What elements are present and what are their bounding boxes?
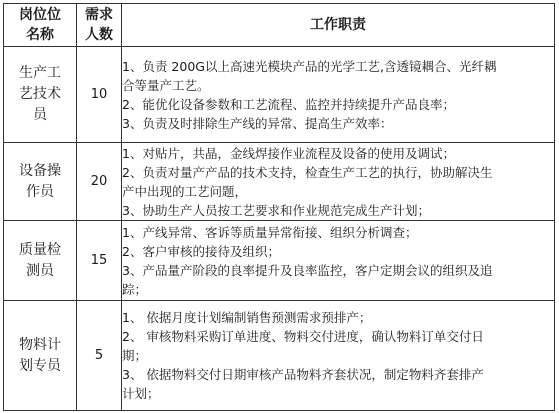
duty-line: 产中出现的工艺问题， <box>122 183 248 199</box>
duty-cell <box>122 143 555 221</box>
table-row <box>4 221 555 301</box>
count-cell: 15 <box>77 221 122 301</box>
duty-line: 计划； <box>122 386 160 401</box>
header-count <box>77 4 122 47</box>
position-line: 质量检 <box>19 241 61 258</box>
count-cell: 5 <box>77 301 122 411</box>
count-cell: 10 <box>77 47 122 143</box>
duty-line: 1、产线异常、客诉等质量异常衔接、组织分析调查； <box>122 224 418 240</box>
duty-line: 3、 依据物料交付日期审核产品物料齐套状况，制定物料齐套排产 <box>122 367 484 382</box>
position-line: 作员 <box>26 183 54 200</box>
position-line: 员 <box>33 107 47 123</box>
position-line: 生产工 <box>19 65 61 81</box>
position-line: 划专员 <box>19 357 61 374</box>
duty-line: 2、能优化设备参数和工艺流程、监控并持续提升产品良率； <box>122 96 455 112</box>
table-row <box>4 301 555 411</box>
table-row <box>4 47 555 143</box>
duty-line: 3、协助生产人员按工艺要求和作业规范完成生产计划； <box>122 202 430 218</box>
header-count-line: 人数 <box>85 27 113 43</box>
duty-cell <box>122 221 555 301</box>
duty-line: 2、负责对量产产品的技术支持，检查生产工艺的执行，协助解决生 <box>122 164 493 180</box>
duty-line: 1、对贴片，共晶，金线焊接作业流程及设备的使用及调试； <box>122 145 455 161</box>
position-line: 设备操 <box>19 162 61 179</box>
position-cell <box>4 143 77 221</box>
header-position-line: 岗位位 <box>19 7 61 23</box>
duty-line: 2、客户审核的接待及组织； <box>122 243 280 259</box>
position-line: 艺技术 <box>19 86 61 102</box>
duty-line: 3、负责及时排除生产线的异常、提高生产效率： <box>122 115 393 131</box>
table-row <box>4 143 555 221</box>
header-position <box>4 4 77 47</box>
position-cell <box>4 301 77 411</box>
duty-line: 合等量产工艺。 <box>122 77 210 93</box>
header-duty: 工作职责 <box>122 4 555 47</box>
duty-cell <box>122 47 555 143</box>
position-cell <box>4 47 77 143</box>
duty-line: 3、产品量产阶段的良率提升及良率监控，客户定期会议的组织及追 <box>122 262 493 278</box>
position-line: 物料计 <box>19 336 61 353</box>
table-header-row <box>4 4 555 47</box>
duty-line: 踪； <box>122 281 148 297</box>
duty-line: 1、 依据月度计划编制销售预测需求预排产； <box>122 310 372 325</box>
header-count-line: 需求 <box>85 7 113 23</box>
duty-line: 2、 审核物料采购订单进度、物料交付进度，确认物料订单交付日 <box>122 329 484 344</box>
position-cell <box>4 221 77 301</box>
count-cell: 20 <box>77 143 122 221</box>
header-position-line: 名称 <box>26 27 54 43</box>
position-line: 测员 <box>26 262 54 279</box>
duty-line: 1、负责 200G以上高速光模块产品的光学工艺,含透镜耦合、光纤耦 <box>122 58 497 74</box>
duty-line: 期； <box>122 348 148 363</box>
duty-cell <box>122 301 555 411</box>
job-requirements-table <box>3 3 555 411</box>
